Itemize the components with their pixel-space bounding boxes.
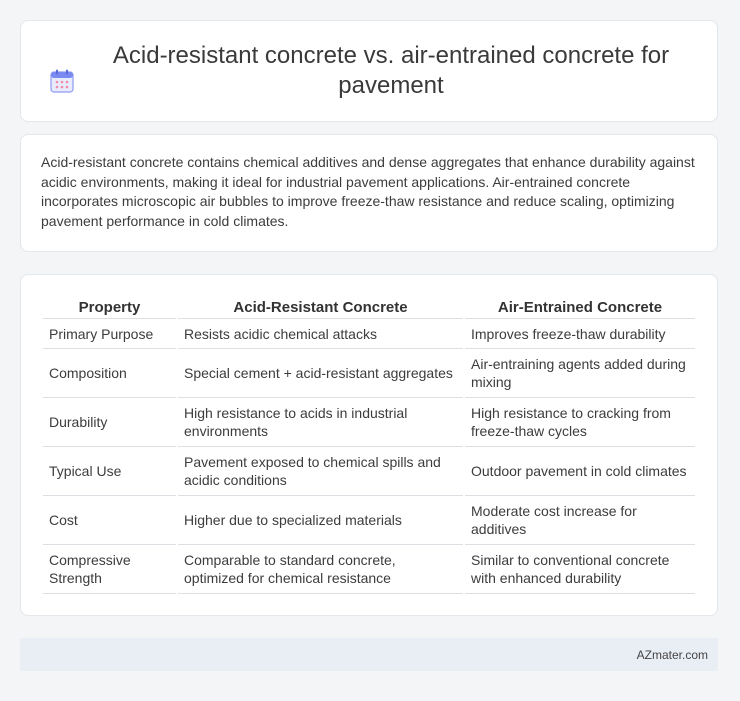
cell-air-entrained: Similar to conventional concrete with enhanced durability xyxy=(465,545,695,594)
cell-acid-resistant: Special cement + acid-resistant aggregates xyxy=(178,349,463,398)
cell-air-entrained: High resistance to cracking from freeze-thaw cycles xyxy=(465,398,695,447)
cell-acid-resistant: Pavement exposed to chemical spills and acidic conditions xyxy=(178,447,463,496)
cell-air-entrained: Outdoor pavement in cold climates xyxy=(465,447,695,496)
cell-air-entrained: Air-entraining agents added during mixing xyxy=(465,349,695,398)
header-air-entrained: Air-Entrained Concrete xyxy=(465,295,695,319)
cell-air-entrained: Moderate cost increase for additives xyxy=(465,496,695,545)
cell-acid-resistant: Resists acidic chemical attacks xyxy=(178,319,463,349)
cell-property: Cost xyxy=(43,496,176,545)
table-row xyxy=(43,545,695,594)
cell-acid-resistant: High resistance to acids in industrial environments xyxy=(178,398,463,447)
comparison-table xyxy=(41,295,697,594)
comparison-table-card xyxy=(20,274,718,616)
title-wrap xyxy=(49,41,689,101)
summary-card xyxy=(20,134,718,252)
calendar-icon xyxy=(49,68,75,94)
footer-brand[interactable]: AZmater.com xyxy=(636,647,708,662)
table-row xyxy=(43,349,695,398)
header-acid-resistant: Acid-Resistant Concrete xyxy=(178,295,463,319)
cell-property: Primary Purpose xyxy=(43,319,176,349)
table-row xyxy=(43,319,695,349)
summary-paragraph: Acid-resistant concrete contains chemical additives and dense aggregates that enhance durability against acidic environments, making it ideal for industrial pavement applications. Air-entrained concrete incorporates microscopic air bubbles to improve freeze-thaw resistance and reduce scaling, optimizing pavement performance in cold climates. xyxy=(41,154,695,229)
table-row xyxy=(43,447,695,496)
cell-air-entrained: Improves freeze-thaw durability xyxy=(465,319,695,349)
cell-property: Typical Use xyxy=(43,447,176,496)
page-title: Acid-resistant concrete vs. air-entrained concrete for pavement xyxy=(112,42,670,99)
table-header-row xyxy=(43,295,695,319)
title-card xyxy=(20,20,718,122)
cell-property: Compressive Strength xyxy=(43,545,176,594)
cell-property: Durability xyxy=(43,398,176,447)
header-property: Property xyxy=(43,295,176,319)
cell-acid-resistant: Higher due to specialized materials xyxy=(178,496,463,545)
table-row xyxy=(43,496,695,545)
table-row xyxy=(43,398,695,447)
footer-bar xyxy=(20,638,718,671)
cell-acid-resistant: Comparable to standard concrete, optimized for chemical resistance xyxy=(178,545,463,594)
cell-property: Composition xyxy=(43,349,176,398)
